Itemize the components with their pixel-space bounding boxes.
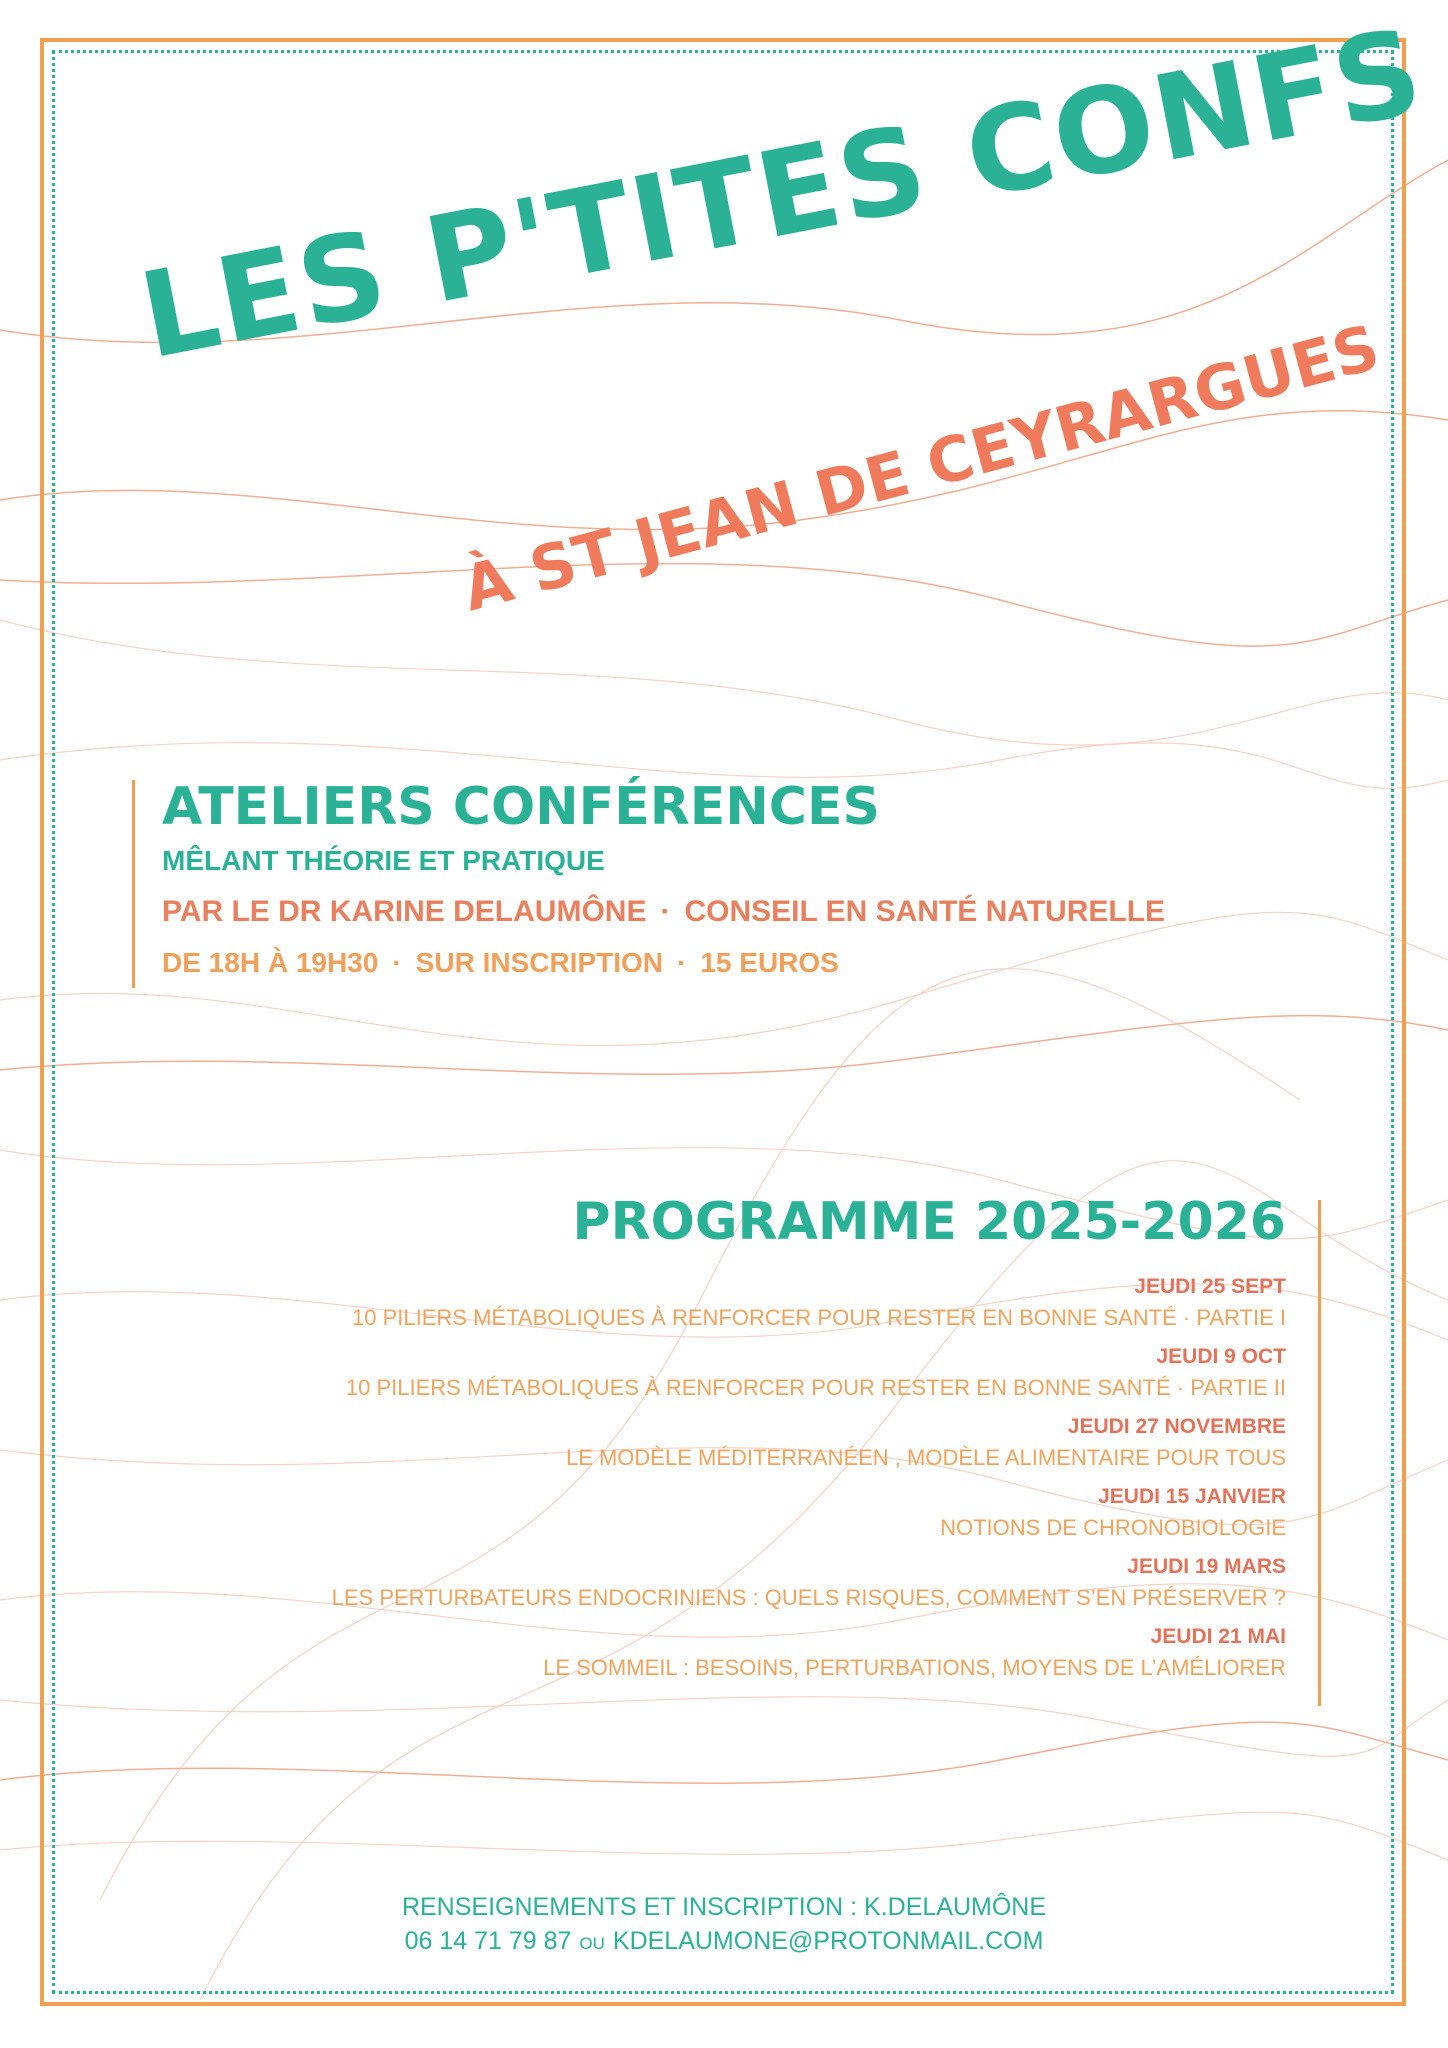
speaker-role: CONSEIL EN SANTÉ NATURELLE bbox=[684, 895, 1166, 928]
programme-item bbox=[332, 1342, 1286, 1404]
details-line bbox=[162, 947, 1165, 979]
speaker: PAR LE DR KARINE DELAUMÔNE bbox=[162, 895, 647, 928]
item-topic: LE MODÈLE MÉDITERRANÉEN , MODÈLE ALIMENTAIRE POUR TOUS bbox=[565, 1445, 1286, 1470]
or-label: OU bbox=[579, 1934, 605, 1953]
item-topic: LES PERTURBATEURS ENDOCRINIENS : QUELS RISQUES, COMMENT S’EN PRÉSERVER ? bbox=[331, 1585, 1286, 1610]
intro-tagline: MÊLANT THÉORIE ET PRATIQUE bbox=[162, 845, 605, 876]
phone[interactable]: 06 14 71 79 87 bbox=[404, 1927, 572, 1955]
programme-section bbox=[332, 1190, 1286, 1684]
item-topic: LE SOMMEIL : BESOINS, PERTURBATIONS, MOYENS DE L’AMÉLIORER bbox=[543, 1655, 1286, 1680]
programme-item bbox=[332, 1482, 1286, 1544]
contact-line bbox=[0, 1924, 1448, 1961]
programme-item bbox=[332, 1412, 1286, 1474]
separator: · bbox=[677, 947, 687, 978]
poster-title: LES P'TITES CONFS bbox=[130, 1, 1434, 386]
email[interactable]: KDELAUMONE@PROTONMAIL.COM bbox=[612, 1927, 1044, 1955]
separator: · bbox=[660, 895, 671, 928]
footer-info: RENSEIGNEMENTS ET INSCRIPTION : K.DELAUMÔNE bbox=[401, 1893, 1047, 1921]
intro-section bbox=[162, 775, 1165, 979]
separator: · bbox=[392, 947, 402, 978]
item-topic: 10 PILIERS MÉTABOLIQUES À RENFORCER POUR RESTER EN BONNE SANTÉ · PARTIE I bbox=[352, 1305, 1286, 1330]
footer bbox=[0, 1890, 1448, 1961]
item-date: JEUDI 27 NOVEMBRE bbox=[1067, 1415, 1286, 1438]
item-date: JEUDI 9 OCT bbox=[1156, 1345, 1286, 1368]
item-topic: 10 PILIERS MÉTABOLIQUES À RENFORCER POUR RESTER EN BONNE SANTÉ · PARTIE II bbox=[345, 1375, 1286, 1400]
programme-item bbox=[332, 1272, 1286, 1334]
item-date: JEUDI 19 MARS bbox=[1127, 1555, 1286, 1578]
price: 15 EUROS bbox=[700, 947, 839, 978]
programme-heading: PROGRAMME 2025-2026 bbox=[572, 1192, 1286, 1252]
item-date: JEUDI 21 MAI bbox=[1150, 1625, 1286, 1648]
programme-accent-bar bbox=[1318, 1200, 1321, 1706]
item-date: JEUDI 15 JANVIER bbox=[1098, 1485, 1286, 1508]
time: DE 18H À 19H30 bbox=[162, 947, 379, 978]
item-topic: NOTIONS DE CHRONOBIOLOGIE bbox=[940, 1515, 1286, 1540]
programme-item bbox=[332, 1552, 1286, 1614]
intro-accent-bar bbox=[132, 780, 135, 988]
registration: SUR INSCRIPTION bbox=[415, 947, 664, 978]
poster-subtitle: À ST JEAN DE CEYRARGUES bbox=[455, 310, 1387, 626]
intro-heading: ATELIERS CONFÉRENCES bbox=[162, 777, 880, 837]
speaker-line bbox=[162, 895, 1165, 929]
item-date: JEUDI 25 SEPT bbox=[1134, 1275, 1286, 1298]
programme-item bbox=[332, 1622, 1286, 1684]
